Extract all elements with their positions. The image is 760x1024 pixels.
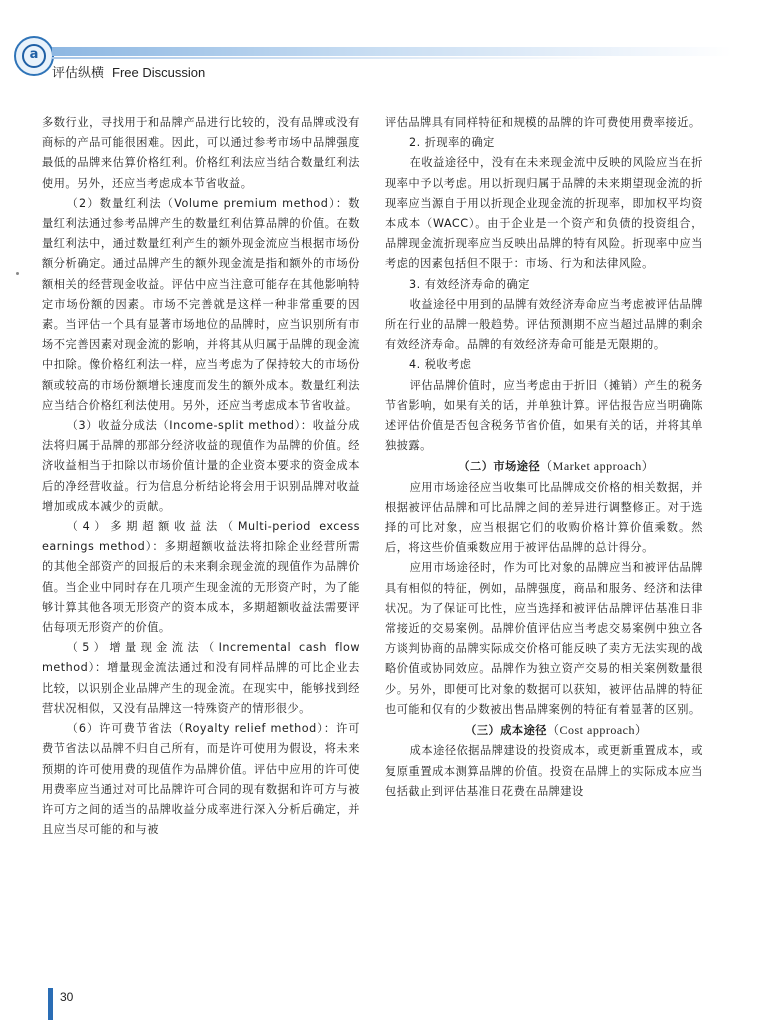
paragraph: （2）数量红利法（Volume premium method）：数量红利法通过参考品牌产生的数量红利估算品牌的价值。在数量红利法中，通过数量红利产生的额外现金流应当根据市场份额分析确定。通过品牌产生的额外现金流是指和额外的市场份额相关的经营现金收益。评估中应当注意可能存在其他影响特定市场份额的因素。市场不完善就是这样一种非常重要的因素。当评估一个具有显著市场地位的品牌时，应当识别所有市场不完善因素对现金流的影响，并将其从归属于品牌的现金流中扣除。像价格红利法一样，应当考虑为了保持较大的市场份额或较高的市场份额增长速度而发生的额外成本。数量红利法应当结合价格红利法使用。另外，还应当考虑成本节省收益。: [42, 196, 360, 412]
header-stripe: [52, 47, 732, 56]
logo-glyph: a: [29, 47, 39, 62]
section-heading: [385, 720, 703, 741]
logo-ring: [22, 44, 46, 68]
section-title: [52, 62, 205, 81]
header-stripe-thin: [52, 57, 612, 59]
paragraph: （4）多期超额收益法（Multi-period excess earnings method）：多期超额收益法将扣除企业经营所需的其他全部资产的回报后的未来剩余现金流的现值作为品牌价值。当企业中同时存在几项产生现金流的无形资产时，为了能够计算其他各项无形资产的资本成本，多期超额收益法需要评估每项无形资产的价值。: [42, 520, 360, 635]
paragraph: 收益途径中用到的品牌有效经济寿命应当考虑被评估品牌所在行业的品牌一般趋势。评估预测期不应当超过品牌的剩余有效经济寿命。品牌的有效经济寿命可能是无限期的。: [385, 297, 703, 352]
paragraph: 应用市场途径时，作为可比对象的品牌应当和被评估品牌具有相似的特征，例如，品牌强度，商品和服务、经济和法律状况。为了保证可比性，应当选择和被评估品牌评估基准日非常接近的交易案例。品牌价值评估应当考虑交易案例中独立各方谈判协商的品牌实际成交价格可能反映了卖方无法实现的战略价值或协同效应。品牌作为独立资产交易的相关案例数量很少。另外，即便可比对象的数据可以获知，被评估品牌的特征也可能和仅有的少数被出售品牌案例的特征有着显著的区别。: [385, 561, 703, 716]
section-heading-en: （Market approach）: [540, 459, 655, 474]
page-number-bar: [48, 988, 53, 1020]
left-column: [42, 113, 360, 840]
paragraph: （5）增量现金流法（Incremental cash flow method）：增量现金流法通过和没有同样品牌的可比企业去比较，以识别企业品牌产生的现金流。在现实中，能够找到经营状况相似，又没有品牌这一特殊资产的情形很少。: [42, 641, 360, 715]
paragraph: 在收益途径中，没有在未来现金流中反映的风险应当在折现率中予以考虑。用以折现归属于品牌的未来期望现金流的折现率应当源自于用以折现企业现金流的折现率，即加权平均资本成本（WACC）。由于企业是一个资产和负债的投资组合，品牌现金流折现率应当反映出品牌的特有风险。折现率中应当考虑的因素包括但不限于：市场、行为和法律风险。: [385, 156, 703, 271]
subsection-heading: 2. 折现率的确定: [409, 136, 495, 150]
journal-logo-icon: [14, 36, 54, 76]
subsection-heading: 3. 有效经济寿命的确定: [409, 277, 530, 291]
section-heading-cn: （三）成本途径: [465, 724, 547, 738]
paragraph: 评估品牌具有同样特征和规模的品牌的许可费使用费率接近。: [385, 116, 701, 129]
paragraph: 评估品牌价值时，应当考虑由于折旧（摊销）产生的税务节省影响，如果有关的话，并单独计算。评估报告应当明确陈述评估价值是否包含税务节省价值，如果有关的话，并将其单独披露。: [385, 378, 703, 453]
section-heading-en: （Cost approach）: [546, 723, 648, 738]
section-title-en: Free Discussion: [112, 65, 206, 80]
section-heading-cn: （二）市场途径: [458, 460, 541, 474]
paragraph: 应用市场途径应当收集可比品牌成交价格的相关数据，并根据被评估品牌和可比品牌之间的差异进行调整修正。对于选择的可比对象，应当根据它们的收购价格计算价值乘数。然后，将这些价值乘数应用于被评估品牌的总计得分。: [385, 480, 703, 555]
paragraph: 成本途径依据品牌建设的投资成本，或更新重置成本，或复原重置成本测算品牌的价值。投资在品牌上的实际成本应当包括截止到评估基准日花费在品牌建设: [385, 744, 703, 798]
section-heading: [385, 456, 703, 477]
page-number: 30: [60, 990, 74, 1004]
subsection-heading: 4. 税收考虑: [409, 358, 472, 372]
margin-mark: [16, 272, 19, 275]
section-title-cn: 评估纵横: [52, 66, 105, 81]
right-column: [385, 113, 703, 802]
paragraph: （6）许可费节省法（Royalty relief method）：许可费节省法以品牌不归自己所有，而是许可使用为假设，将未来预期的许可使用费的现值作为品牌价值。评估中应用的许可使用费率应当通过对可比品牌许可合同的现有数据和许可方与被许可方之间的适当的品牌收益分成率进行深入分析后确定，并且应当尽可能的和与被: [42, 722, 360, 837]
paragraph: （3）收益分成法（Income-split method）：收益分成法将归属于品牌的那部分经济收益的现值作为品牌的价值。经济收益相当于扣除以市场价值计量的企业资本要求的资金成本后的净经营收益。行为信息分析结论将会用于识别品牌对收益增加或成本减少的贡献。: [42, 419, 360, 513]
paragraph: 多数行业，寻找用于和品牌产品进行比较的，没有品牌或没有商标的产品可能很困难。因此，可以通过参考市场中品牌强度最低的品牌来估算价格红利。价格红利法应当结合数量红利法使用。另外，还应当考虑成本节省收益。: [42, 116, 360, 190]
page-header: [0, 0, 760, 105]
